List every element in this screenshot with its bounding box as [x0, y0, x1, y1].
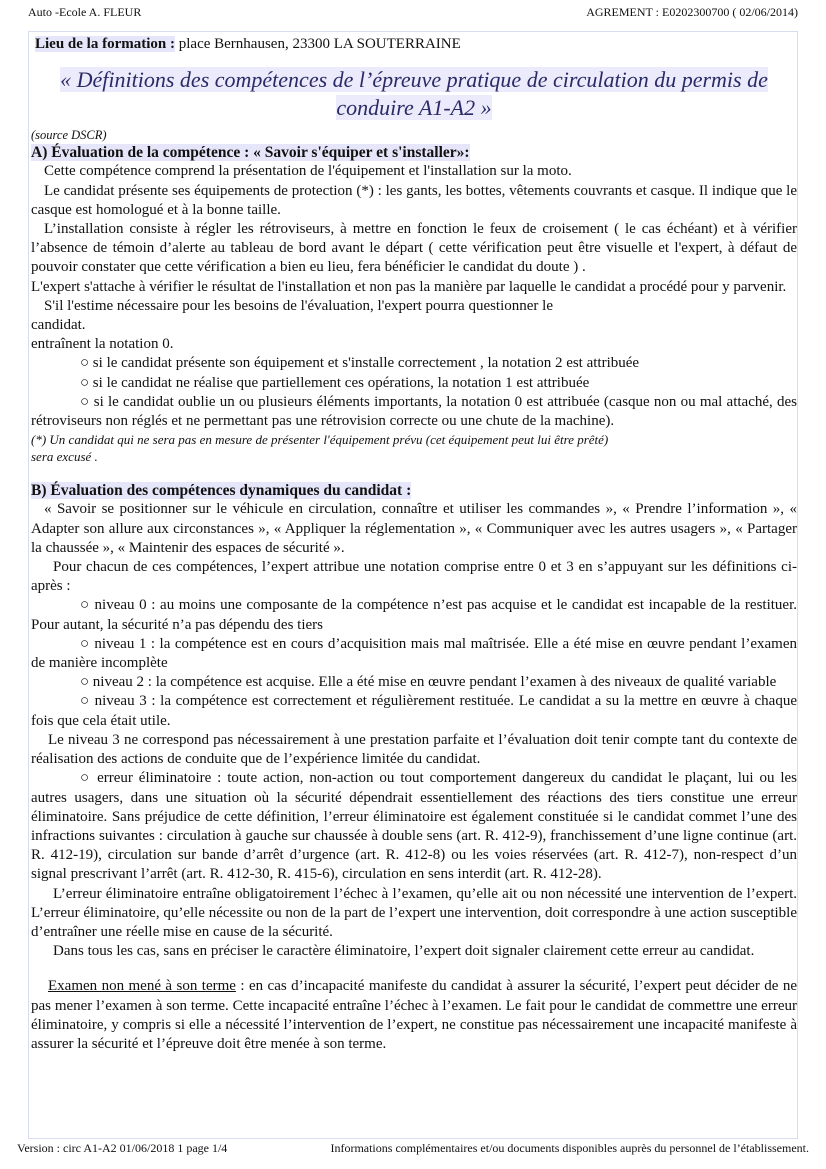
- equipment-footnote: sera excusé .: [31, 449, 98, 465]
- location-value: place Bernhausen, 23300 LA SOUTERRAINE: [175, 36, 461, 52]
- level-bullet: ○ niveau 1 : la compétence est en cours d’acquisition mais mal maîtrisée. Elle a été mise en œuvre pendant l’examen de manière incomplète: [31, 635, 797, 672]
- eliminatory-error-bullet: ○ erreur éliminatoire : toute action, non-action ou tout comportement dangereux du candidat le plaçant, lui ou les autres usagers, dans une situation où la sécurité dépendrait essentiellement des réactions des tiers constitue une erreur éliminatoire. Sans préjudice de cette définition, l’erreur éliminatoire est également constituée si le candidat commet l’une des infractions suivantes : circulation à gauche sur chaussée à double sens (art. R. 412-9), franchissement d’une ligne continue (art. R. 412-19), circulation sur bande d’arrêt d’urgence (art. R. 412-8) ou les voies réservées (art. R. 412-7), non-respect d’un signal prescrivant l’arrêt (art. R. 412-30, R. 415-6), circulation en sens interdit (art. R. 412-28).: [31, 770, 797, 883]
- location-label: Lieu de la formation :: [35, 36, 175, 52]
- section-a-paragraph: Le candidat présente ses équipements de protection (*) : les gants, les bottes, vêtements couvrants et casque. Il indique que le casque est homologué et à la bonne taille.: [31, 182, 797, 218]
- unfinished-exam-text: : en cas d’incapacité manifeste du candidat à assurer la sécurité, l’expert peut décider de ne pas mener l’examen à son terme. Cette incapacité entraîne l’échec à l’examen. Le fait pour le candidat de commettre une erreur éliminatoire, y compris si elle a nécessité l’intervention de l’expert, ne constitue pas nécessairement une incapacité manifeste à assurer la sécurité et l’épreuve doit être menée à son terme.: [31, 978, 797, 1052]
- document-title-text: « Définitions des compétences de l’épreuve pratique de circulation du permis de conduire A1-A2 »: [60, 67, 768, 121]
- unfinished-exam-label: Examen non mené à son terme: [48, 978, 236, 995]
- section-b-heading: [31, 481, 797, 500]
- location-line: [31, 35, 797, 54]
- section-b-paragraph: « Savoir se positionner sur le véhicule en circulation, connaître et utiliser les commandes », « Prendre l’information », « Adapter son allure aux circonstances », « Appliquer la réglementation », « Communiquer avec les autres usagers », « Partager la chaussée », « Maintenir des espaces de sécurité ».: [31, 501, 797, 556]
- equipment-footnote: (*) Un candidat qui ne sera pas en mesure de présenter l'équipement prévu (cet équipement peut lui être prêté): [31, 432, 609, 448]
- document-title: [31, 66, 797, 122]
- section-a-heading: [31, 143, 797, 162]
- section-a-paragraph: Cette compétence comprend la présentation de l'équipement et l'installation sur la moto.: [44, 163, 572, 180]
- section-b-paragraph: Pour chacun de ces compétences, l’expert attribue une notation comprise entre 0 et 3 en s’appuyant sur les définitions ci-après :: [31, 559, 797, 595]
- section-a-paragraph: candidat.: [31, 317, 86, 334]
- footer-info: Informations complémentaires et/ou documents disponibles auprès du personnel de l’établissement.: [330, 1141, 809, 1155]
- section-a-heading-text: A) Évaluation de la compétence : « Savoir s'équiper et s'installer»:: [31, 144, 470, 162]
- document-body: [31, 35, 797, 1054]
- rating-bullet: ○ si le candidat ne réalise que partiellement ces opérations, la notation 1 est attribuée: [80, 374, 590, 391]
- level-bullet: ○ niveau 3 : la compétence est correctement et régulièrement restituée. Le candidat a su la mettre en œuvre à chaque fois que cela était utile.: [31, 693, 797, 729]
- level-bullet: ○ niveau 0 : au moins une composante de la compétence n’est pas acquise et le candidat est incapable de la restituer. Pour autant, la sécurité n’a pas dépendu des tiers: [31, 597, 797, 633]
- section-a-paragraph: entraînent la notation 0.: [31, 336, 174, 353]
- level-bullet: ○ niveau 2 : la compétence est acquise. Elle a été mise en œuvre pendant l’examen à des niveaux de qualité variable: [80, 674, 777, 691]
- section-b-paragraph: L’erreur éliminatoire entraîne obligatoirement l’échec à l’examen, qu’elle ait ou non nécessité une intervention de l’expert. L’erreur éliminatoire, qu’elle nécessite ou non de la part de l’expert une intervention, doit correspondre à une action susceptible d’entraîner une réelle mise en cause de la sécurité.: [31, 885, 797, 940]
- section-b-heading-text: B) Évaluation des compétences dynamiques du candidat :: [31, 482, 412, 500]
- section-a-paragraph: S'il l'estime nécessaire pour les besoins de l'évaluation, l'expert pourra questionner le: [44, 297, 553, 314]
- section-b-paragraph: Le niveau 3 ne correspond pas nécessairement à une prestation parfaite et l’évaluation doit tenir compte tant du contexte de réalisation des actions de conduite que de l’expérience limitée du candidat.: [31, 731, 797, 768]
- rating-bullet: ○ si le candidat présente son équipement et s'installe correctement , la notation 2 est attribuée: [80, 355, 640, 372]
- section-a-paragraph: L'expert s'attache à vérifier le résultat de l'installation et non pas la manière par laquelle le candidat a procédé pour y parvenir.: [31, 278, 787, 295]
- section-b-paragraph: Dans tous les cas, sans en préciser le caractère éliminatoire, l’expert doit signaler clairement cette erreur au candidat.: [53, 943, 755, 960]
- header-right: AGREMENT : E0202300700 ( 02/06/2014): [586, 5, 798, 19]
- rating-bullet: ○ si le candidat oublie un ou plusieurs éléments importants, la notation 0 est attribuée (casque non ou mal attaché, des rétroviseurs non réglés et ne permettant pas une rétrovision correcte ou une chute de la machine).: [31, 393, 797, 430]
- header-left: Auto -Ecole A. FLEUR: [28, 5, 142, 19]
- footer-version: Version : circ A1-A2 01/06/2018 1 page 1/4: [17, 1141, 228, 1155]
- source-note: (source DSCR): [31, 128, 107, 143]
- unfinished-exam-paragraph: [31, 977, 797, 1054]
- section-a-paragraph: L’installation consiste à régler les rétroviseurs, à mettre en fonction le feux de croisement ( le cas échéant) et à vérifier l’absence de témoin d’alerte au tableau de bord avant le départ ( cette vérification peut être visuelle et l'expert, à défaut de pouvoir constater que cette vérification a bien eu lieu, fera bénéficier le candidat du doute ) .: [31, 221, 797, 276]
